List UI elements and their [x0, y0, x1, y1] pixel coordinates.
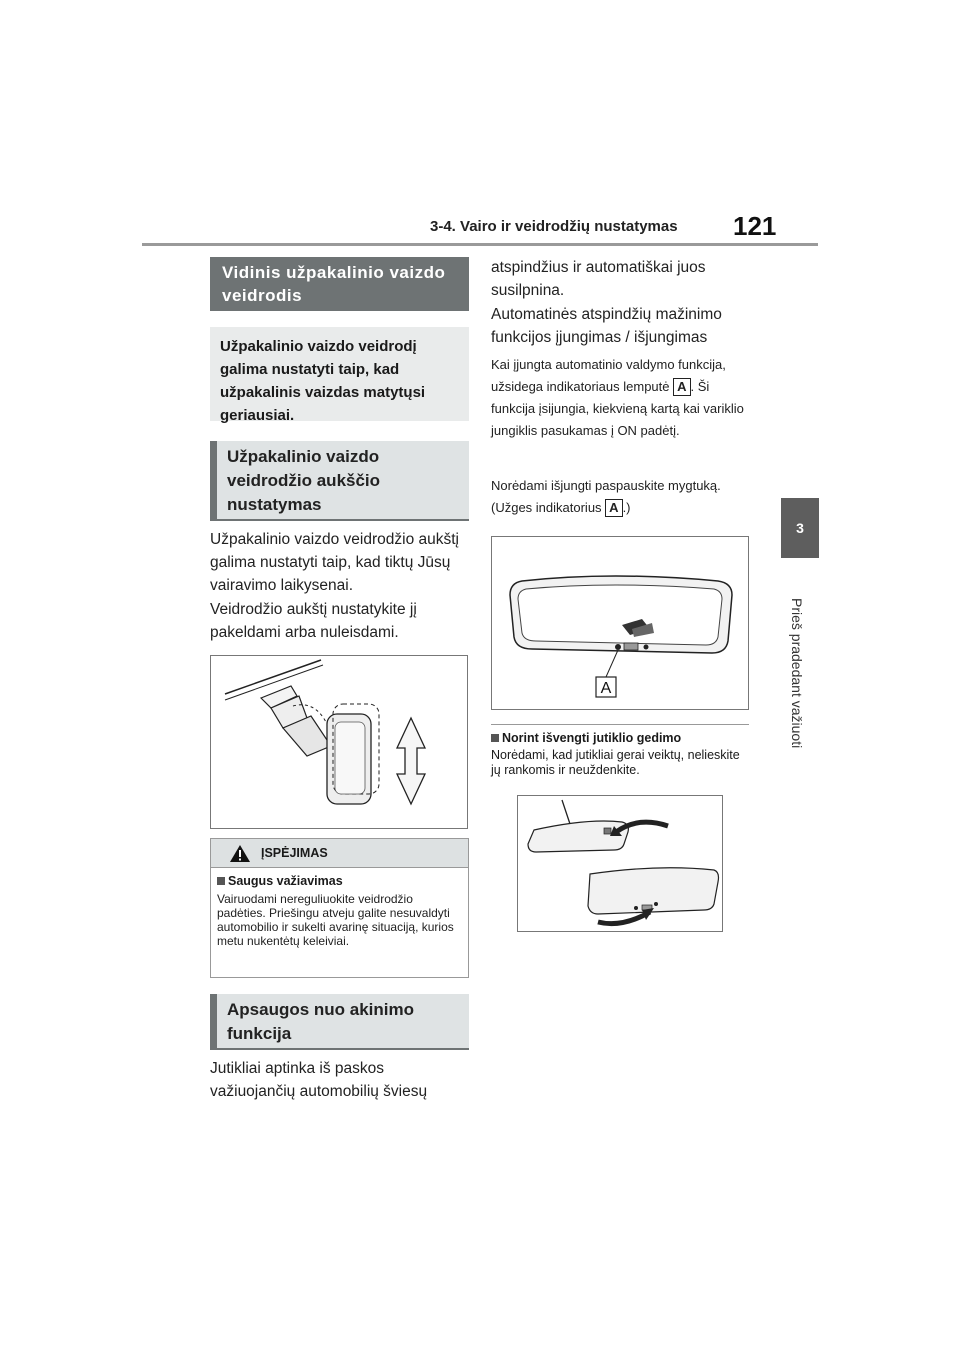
warning-box — [210, 838, 469, 978]
page-number: 121 — [733, 211, 777, 241]
warning-subtitle-row — [217, 874, 468, 888]
glare-paragraph-left: Jutikliai aptinka iš paskos važiuojančių automobilių šviesų — [210, 1060, 428, 1100]
section-title-height: Užpakalinio vaizdo veidrodžio aukščio nustatymas — [210, 441, 469, 521]
warning-icon — [229, 844, 251, 863]
figure-sensor — [517, 795, 723, 932]
section-title-mirror: Vidinis užpakalinio vaizdo veidrodis — [210, 257, 469, 311]
bullet-square-icon — [217, 877, 225, 885]
bullet-square-icon — [491, 734, 499, 742]
auto-function-title: Automatinės atspindžių mažinimo funkcijos įjungimas / išjungimas — [491, 306, 722, 346]
mirror-height-illustration — [211, 656, 467, 828]
intro-box: Užpakalinio vaizdo veidrodį galima nustatyti taip, kad užpakalinis vaizdas matytųsi geriausiai. — [210, 327, 469, 421]
height-paragraph-1: Užpakalinio vaizdo veidrodžio aukštį galima nustatyti taip, kad tiktų Jūsų vairavimo laikysenai. — [210, 531, 459, 594]
mirror-indicator-illustration — [492, 537, 748, 709]
auto-p2-text-a: Norėdami išjungti paspauskite mygtuką. (Užges indikatorius — [491, 478, 721, 515]
height-paragraph-2: Veidrodžio aukštį nustatykite jį pakeldami arba nuleisdami. — [210, 601, 417, 641]
glare-paragraph-right: atspindžius ir automatiškai juos susilpnina. — [491, 259, 706, 299]
note-title: Norint išvengti jutiklio gedimo — [502, 731, 682, 745]
warning-subtitle: Saugus važiavimas — [228, 874, 343, 888]
auto-p1-text-a: Kai įjungta automatinio valdymo funkcija, užsidega indikatoriaus lemputė — [491, 357, 726, 394]
indicator-marker-2: A — [605, 499, 622, 517]
sensor-illustration — [518, 796, 722, 931]
auto-paragraph-1 — [491, 354, 751, 442]
note-title-row — [491, 731, 681, 745]
figure-mirror-height — [210, 655, 468, 829]
warning-title: ĮSPĖJIMAS — [261, 846, 328, 860]
note-body: Norėdami, kad jutikliai gerai veiktų, nelieskite jų rankomis ir neuždenkite. — [491, 748, 740, 777]
chapter-tab: 3 — [781, 498, 819, 558]
auto-paragraph-2 — [491, 475, 751, 519]
warning-header — [211, 839, 468, 868]
figure-mirror-indicator — [491, 536, 749, 710]
header-divider — [142, 243, 818, 246]
section-title-glare: Apsaugos nuo akinimo funkcija — [210, 994, 469, 1050]
indicator-marker: A — [673, 378, 690, 396]
figure-callout-a: A — [600, 680, 612, 697]
header-section-title: 3-4. Vairo ir veidrodžių nustatymas — [430, 218, 678, 235]
auto-p2-text-b: .) — [622, 500, 631, 515]
chapter-label: Prieš pradedant važiuoti — [789, 598, 805, 749]
note-divider — [491, 724, 749, 725]
auto-p1-text-b: . Ši funkcija įsijungia, kiekvieną kartą kai variklio jungiklis pasukamas į ON padėtį. — [491, 379, 744, 438]
warning-body: Vairuodami nereguliuokite veidrodžio padėties. Priešingu atveju galite nesuvaldyti automobilio ir sukelti avarinę situaciją, kurios metu nukentėtų keleiviai. — [217, 892, 454, 948]
